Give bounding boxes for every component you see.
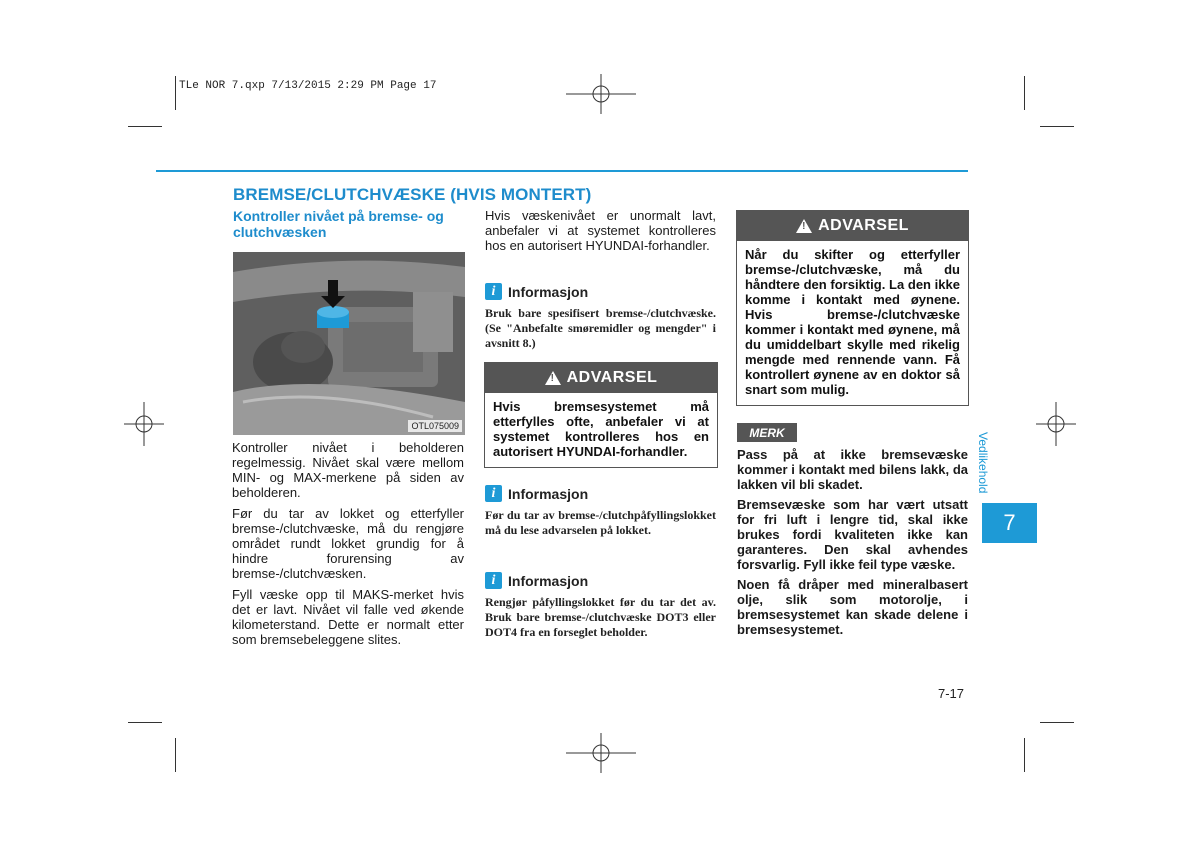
info-heading (485, 283, 716, 300)
paragraph: Noen få dråper med mineralbasert olje, slik som motorolje, i bremsesystemet kan skade delene i bremsesystemet. (737, 577, 968, 637)
section-title: BREMSE/CLUTCHVÆSKE (HVIS MONTERT) (233, 185, 592, 204)
crop-mark (1024, 738, 1025, 772)
info-heading (485, 485, 716, 502)
warning-icon: ! (796, 219, 812, 233)
info-text: Bruk bare spesifisert bremse-/clutchvæske. (Se "Anbefalte smøremidler og mengder" i avsnitt 8.) (485, 306, 716, 350)
paragraph: Pass på at ikke bremsevæske kommer i kontakt med bilens lakk, da lakken vil bli skadet. (737, 447, 968, 492)
crop-mark (1040, 126, 1074, 127)
registration-mark-bottom (566, 733, 636, 773)
warning-text: Når du skifter og etterfyller bremse-/clutchvæske, må du håndtere den forsiktig. La den ikke komme i kontakt med øynene. Hvis bremse-/clutchvæske kommer i kontakt med øynene, må du umiddelbart skylle med rikelig mengde med rennende vann. Få kontrollert øynene av en doktor så snart som mulig. (745, 247, 960, 397)
paragraph: Fyll væske opp til MAKS-merket hvis det er lavt. Nivået vil falle ved økende kilometerstand. Dette er normalt etter som bremsebeleggene slites. (232, 587, 464, 647)
warning-box-right (736, 210, 969, 406)
subheading: Kontroller nivået på bremse- og clutchvæsken (233, 208, 444, 240)
header-rule (156, 170, 968, 172)
paragraph: Bremsevæske som har vært utsatt for fri luft i lengre tid, skal ikke brukes fordi kvaliteten ikke kan garanteres. Den skal avhendes forsvarlig. Fyll ikke feil type væske. (737, 497, 968, 572)
left-column (232, 440, 464, 653)
warning-box-middle (484, 362, 718, 468)
info-box-2 (485, 485, 716, 538)
engine-bay-illustration (233, 252, 465, 435)
info-icon: i (485, 572, 502, 589)
print-slug: TLe NOR 7.qxp 7/13/2015 2:29 PM Page 17 (179, 80, 437, 92)
warning-title: ADVARSEL (818, 217, 909, 234)
info-title: Informasjon (508, 485, 589, 502)
info-icon: i (485, 283, 502, 300)
crop-mark (1040, 722, 1074, 723)
registration-mark-left (124, 402, 164, 446)
info-heading (485, 572, 716, 589)
photo-code: OTL075009 (408, 420, 462, 432)
info-text: Rengjør påfyllingslokket før du tar det av. Bruk bare bremse-/clutchvæske DOT3 eller DOT4 fra en forseglet beholder. (485, 595, 716, 639)
warning-header (485, 363, 717, 393)
crop-mark (175, 76, 176, 110)
paragraph: Kontroller nivået i beholderen regelmessig. Nivået skal være mellom MIN- og MAX-merkene på siden av beholderen. (232, 440, 464, 500)
crop-mark (128, 722, 162, 723)
paragraph: Før du tar av lokket og etterfyller bremse-/clutchvæske, må du rengjøre området rundt lokket grundig for å hindre forurensing av bremse-/clutchvæsken. (232, 506, 464, 581)
info-box-3 (485, 572, 716, 640)
info-title: Informasjon (508, 283, 589, 300)
engine-bay-photo (233, 252, 465, 435)
merk-label: MERK (737, 423, 797, 442)
middle-intro: Hvis væskenivået er unormalt lavt, anbefaler vi at systemet kontrolleres hos en autorisert HYUNDAI-forhandler. (485, 208, 716, 253)
info-text: Før du tar av bremse-/clutchpåfyllingslokket må du lese advarselen på lokket. (485, 508, 716, 537)
crop-mark (128, 126, 162, 127)
warning-text: Hvis bremsesystemet må etterfylles ofte, anbefaler vi at systemet kontrolleres hos en autorisert HYUNDAI-forhandler. (493, 399, 709, 459)
chapter-side-label: Vedlikehold (976, 432, 990, 494)
info-icon: i (485, 485, 502, 502)
info-box-1 (485, 283, 716, 351)
crop-mark (175, 738, 176, 772)
page-number: 7-17 (938, 686, 965, 701)
info-title: Informasjon (508, 572, 589, 589)
merk-text (737, 447, 968, 642)
warning-icon: ! (545, 371, 561, 385)
registration-mark-top (566, 74, 636, 114)
warning-title: ADVARSEL (566, 369, 658, 386)
registration-mark-right (1036, 402, 1076, 446)
crop-mark (1024, 76, 1025, 110)
chapter-tab: 7 (982, 503, 1037, 543)
warning-header (737, 211, 968, 241)
